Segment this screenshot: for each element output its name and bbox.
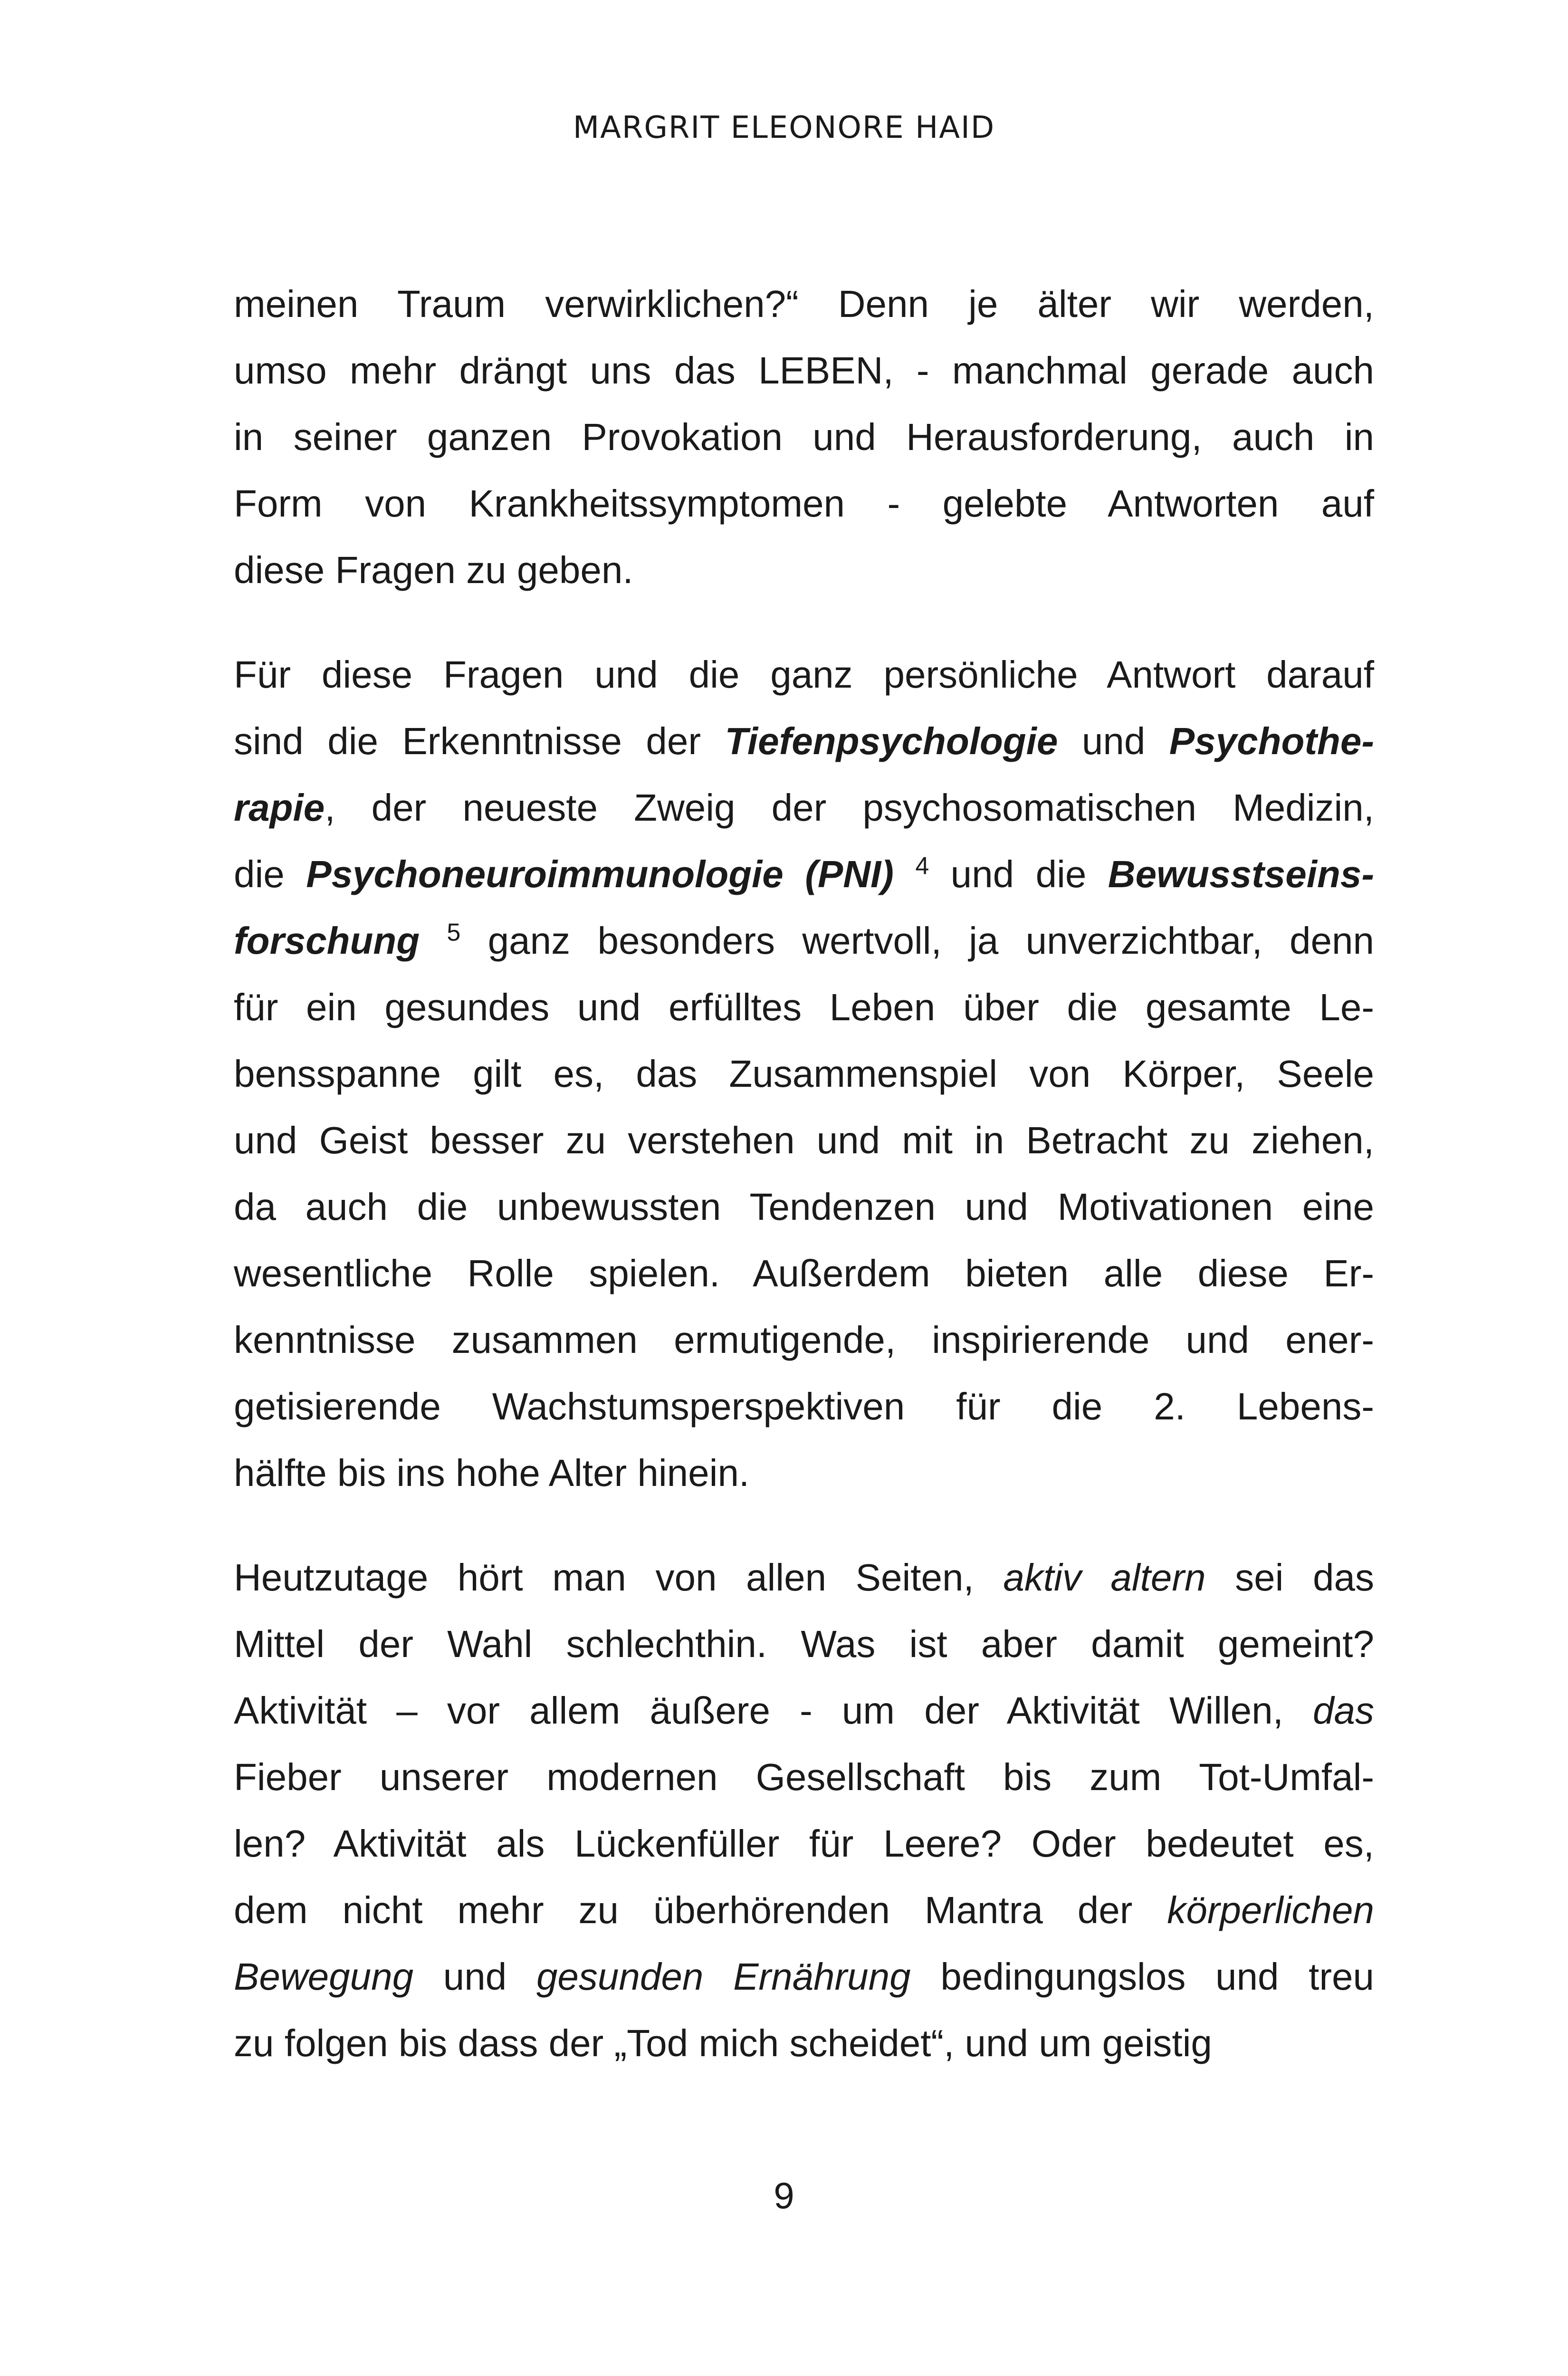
text-line xyxy=(234,1373,1374,1440)
text-line xyxy=(234,1744,1374,1811)
running-head-author: MARGRIT ELEONORE HAID xyxy=(573,110,995,145)
text-run: sind die Erkenntnisse der xyxy=(234,720,725,762)
text-line xyxy=(234,537,1374,604)
text-run: die xyxy=(234,853,306,895)
text-line xyxy=(234,841,1374,908)
emphasized-term: rapie xyxy=(234,786,325,829)
italic-phrase: Bewegung xyxy=(234,1955,414,1998)
text-run: diese Fragen zu geben. xyxy=(234,549,633,591)
text-line xyxy=(234,642,1374,708)
text-run: Fieber unserer modernen Gesellschaft bis zum Tot-Umfal- xyxy=(234,1756,1374,1798)
text-run: bensspanne gilt es, das Zusammenspiel von Körper, Seele xyxy=(234,1053,1374,1095)
text-run: Für diese Fragen und die ganz persönliche Antwort darauf xyxy=(234,653,1374,696)
body-text xyxy=(234,271,1374,2115)
text-line xyxy=(234,337,1374,404)
text-run: sei das xyxy=(1205,1556,1374,1599)
paragraph xyxy=(234,1544,1374,2077)
paragraph xyxy=(234,271,1374,604)
text-run: ganz besonders wertvoll, ja unverzichtbar, denn xyxy=(460,920,1375,962)
text-line xyxy=(234,1544,1374,1611)
text-run: Heutzutage hört man von allen Seiten, xyxy=(234,1556,1004,1599)
text-run: da auch die unbewussten Tendenzen und Motivationen eine xyxy=(234,1186,1374,1228)
footnote-marker: 4 xyxy=(915,852,929,880)
text-run: Mittel der Wahl schlechthin. Was ist aber damit gemeint? xyxy=(234,1623,1374,1665)
text-line xyxy=(234,1307,1374,1373)
italic-phrase: das xyxy=(1313,1689,1374,1732)
text-line xyxy=(234,908,1374,974)
text-line xyxy=(234,775,1374,841)
text-run: len? Aktivität als Lückenfüller für Leere? Oder bedeutet es, xyxy=(234,1822,1374,1865)
text-line xyxy=(234,974,1374,1041)
text-line xyxy=(234,470,1374,537)
text-run: kenntnisse zusammen ermutigende, inspirierende und ener- xyxy=(234,1319,1374,1361)
text-run: bedingungslos und treu xyxy=(910,1955,1374,1998)
text-run: und xyxy=(413,1955,536,1998)
italic-phrase: gesunden Ernährung xyxy=(536,1955,911,1998)
text-line xyxy=(234,1611,1374,1677)
text-run: , der neueste Zweig der psychosomatischen Medizin, xyxy=(325,786,1374,829)
text-run: in seiner ganzen Provokation und Herausforderung, auch in xyxy=(234,416,1374,458)
text-run: Aktivität – vor allem äußere - um der Aktivität Willen, xyxy=(234,1689,1313,1732)
italic-phrase: aktiv altern xyxy=(1003,1556,1206,1599)
text-run: und xyxy=(1058,720,1169,762)
text-run xyxy=(894,853,915,895)
text-line xyxy=(234,1107,1374,1174)
text-line xyxy=(234,1811,1374,1877)
text-run: getisierende Wachstumsperspektiven für die 2. Lebens- xyxy=(234,1385,1374,1428)
emphasized-term: Bewusstseins- xyxy=(1108,853,1374,895)
text-line xyxy=(234,271,1374,337)
text-run: zu folgen bis dass der „Tod mich scheidet“, und um geistig xyxy=(234,2022,1212,2064)
text-run: und die xyxy=(929,853,1108,895)
emphasized-term: Psychoneuroimmunologie (PNI) xyxy=(306,853,894,895)
text-line xyxy=(234,708,1374,775)
emphasized-term: Tiefenpsychologie xyxy=(725,720,1058,762)
text-line xyxy=(234,1041,1374,1107)
text-run: für ein gesundes und erfülltes Leben über die gesamte Le- xyxy=(234,986,1374,1028)
text-run: Form von Krankheitssymptomen - gelebte Antworten auf xyxy=(234,482,1374,525)
emphasized-term: forschung xyxy=(234,920,420,962)
text-line xyxy=(234,1944,1374,2010)
text-run: und Geist besser zu verstehen und mit in Betracht zu ziehen, xyxy=(234,1119,1374,1161)
text-line xyxy=(234,1877,1374,1944)
text-run: dem nicht mehr zu überhörenden Mantra der xyxy=(234,1889,1167,1931)
text-run: umso mehr drängt uns das LEBEN, - manchmal gerade auch xyxy=(234,349,1374,392)
text-run xyxy=(420,920,447,962)
text-run: wesentliche Rolle spielen. Außerdem bieten alle diese Er- xyxy=(234,1252,1374,1294)
text-line xyxy=(234,404,1374,470)
italic-phrase: körperlichen xyxy=(1167,1889,1374,1931)
footnote-marker: 5 xyxy=(447,919,461,947)
text-line xyxy=(234,1174,1374,1240)
text-line xyxy=(234,1240,1374,1307)
text-line xyxy=(234,2010,1374,2077)
text-line xyxy=(234,1440,1374,1506)
paragraph xyxy=(234,642,1374,1506)
page-number: 9 xyxy=(774,2175,794,2216)
emphasized-term: Psychothe- xyxy=(1169,720,1374,762)
text-line xyxy=(234,1677,1374,1744)
text-run: meinen Traum verwirklichen?“ Denn je älter wir werden, xyxy=(234,283,1374,325)
text-run: hälfte bis ins hohe Alter hinein. xyxy=(234,1452,750,1494)
